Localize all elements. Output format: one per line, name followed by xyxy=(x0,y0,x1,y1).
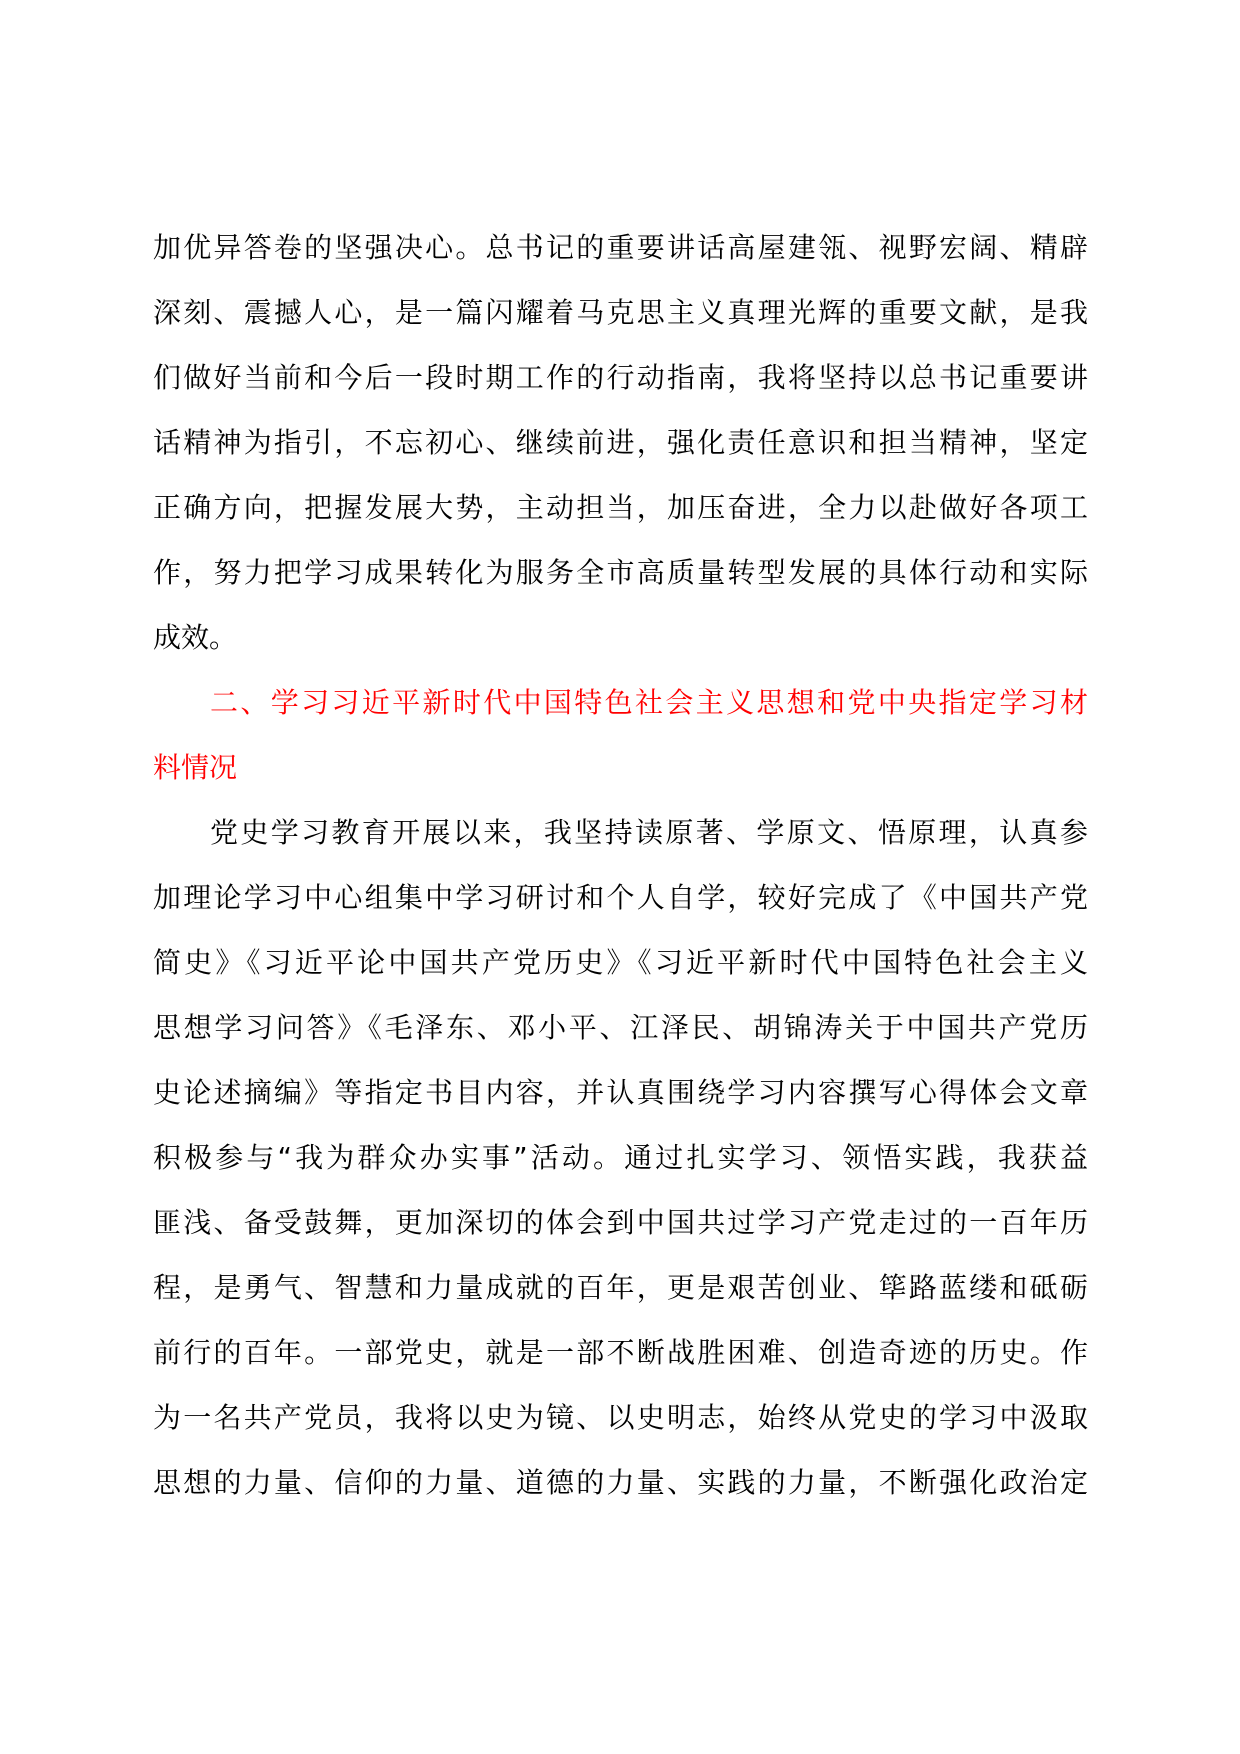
text-line: 史论述摘编》等指定书目内容，并认真围绕学习内容撰写心得体会文章 xyxy=(153,1076,1088,1109)
paragraph-conclusion xyxy=(153,215,1088,670)
text-line: 加优异答卷的坚强决心。总书记的重要讲话高屋建瓴、视野宏阔、精辟 xyxy=(153,231,1088,264)
text-line: 党史学习教育开展以来，我坚持读原著、学原文、悟原理，认真参 xyxy=(210,816,1088,849)
text-line: 为一名共产党员，我将以史为镜、以史明志，始终从党史的学习中汲取 xyxy=(153,1401,1088,1434)
text-line: 思想学习问答》《毛泽东、邓小平、江泽民、胡锦涛关于中国共产党历 xyxy=(153,1011,1088,1044)
paragraph-study-materials xyxy=(153,800,1088,1515)
document-body xyxy=(153,215,1088,1515)
text-line: 话精神为指引，不忘初心、继续前进，强化责任意识和担当精神，坚定 xyxy=(153,426,1088,459)
text-line: 加理论学习中心组集中学习研讨和个人自学，较好完成了《中国共产党 xyxy=(153,881,1088,914)
text-line: 成效。 xyxy=(153,621,238,654)
text-line: 简史》《习近平论中国共产党历史》《习近平新时代中国特色社会主义 xyxy=(153,946,1088,979)
text-line: 积极参与“我为群众办实事”活动。通过扎实学习、领悟实践，我获益 xyxy=(153,1141,1088,1174)
text-line: 们做好当前和今后一段时期工作的行动指南，我将坚持以总书记重要讲 xyxy=(153,361,1088,394)
heading-line: 二、学习习近平新时代中国特色社会主义思想和党中央指定学习材 xyxy=(210,686,1088,719)
text-line: 匪浅、备受鼓舞，更加深切的体会到中国共过学习产党走过的一百年历 xyxy=(153,1206,1088,1239)
text-line: 思想的力量、信仰的力量、道德的力量、实践的力量，不断强化政治定 xyxy=(153,1466,1088,1499)
text-line: 正确方向，把握发展大势，主动担当，加压奋进，全力以赴做好各项工 xyxy=(153,491,1088,524)
text-line: 深刻、震撼人心，是一篇闪耀着马克思主义真理光辉的重要文献，是我 xyxy=(153,296,1088,329)
text-line: 前行的百年。一部党史，就是一部不断战胜困难、创造奇迹的历史。作 xyxy=(153,1336,1088,1369)
text-line: 程，是勇气、智慧和力量成就的百年，更是艰苦创业、筚路蓝缕和砥砺 xyxy=(153,1271,1088,1304)
text-line: 作，努力把学习成果转化为服务全市高质量转型发展的具体行动和实际 xyxy=(153,556,1088,589)
section-heading xyxy=(153,670,1088,800)
heading-line: 料情况 xyxy=(153,751,238,784)
